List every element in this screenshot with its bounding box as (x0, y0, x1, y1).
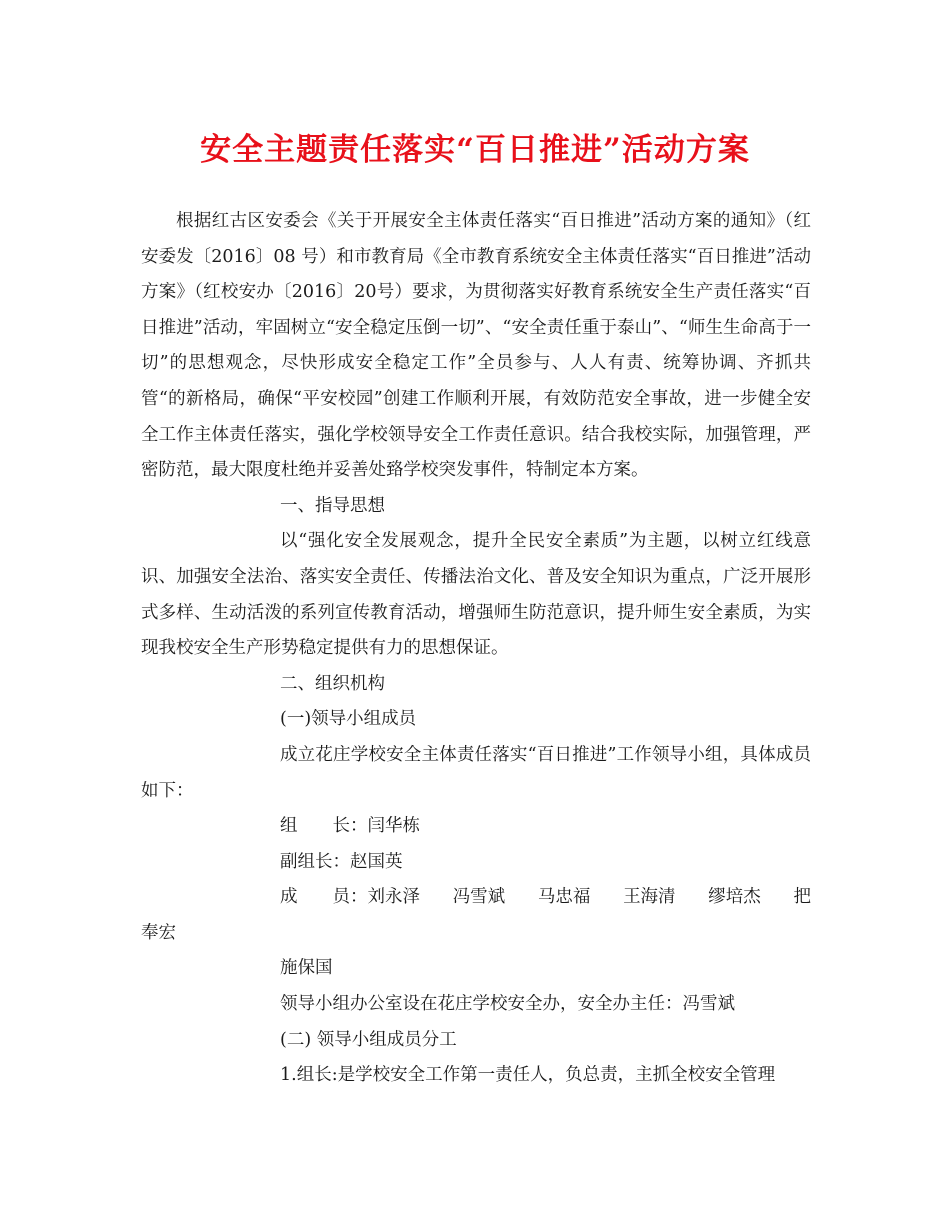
setup-paragraph: 成立花庄学校安全主体责任落实“百日推进”工作领导小组，具体成员如下： (141, 744, 811, 801)
member-name: 冯雪斌 (452, 887, 506, 908)
member-name: 缪培杰 (708, 887, 761, 908)
leader-line: 组 长：闫华栋 (280, 816, 420, 837)
subsection2-heading: (二) 领导小组成员分工 (280, 1029, 457, 1050)
members-label: 成 员：刘永泽 (280, 887, 420, 908)
members-wrap-line: 奉宏 (141, 922, 176, 943)
document-title: 安全主题责任落实“百日推进”活动方案 (200, 132, 750, 168)
subsection1-heading: (一)领导小组成员 (280, 709, 417, 730)
members-last-line: 施保国 (280, 958, 333, 979)
duty1-line: 1.组长:是学校安全工作第一责任人，负总责，主抓全校安全管理 (280, 1065, 776, 1086)
document-body (141, 204, 811, 1094)
intro-paragraph: 根据红古区安委会《关于开展安全主体责任落实“百日推进”活动方案的通知》（红安委发〔2016〕08 号）和市教育局《全市教育系统安全主体责任落实“百日推进”活动方案》（红校安办〔2016〕20号）要求，为贯彻落实好教育系统安全生产责任落实“百日推进”活动，牢固树立“安全稳定压倒一切”、“安全责任重于泰山”、“师生生命高于一切”的思想观念，尽快形成安全稳定工作”全员参与、人人有责、统筹协调、齐抓共管“的新格局，确保“平安校园”创建工作顺利开展，有效防范安全事故，进一步健全安全工作主体责任落实，强化学校领导安全工作责任意识。结合我校实际，加强管理，严密防范，最大限度杜绝并妥善处臵学校突发事件，特制定本方案。 (141, 211, 811, 481)
member-name: 王海清 (623, 887, 676, 908)
member-name: 马忠福 (537, 887, 591, 908)
office-line: 领导小组办公室设在花庄学校安全办，安全办主任：冯雪斌 (280, 994, 735, 1015)
section1-heading: 一、指导思想 (280, 495, 385, 516)
section2-heading: 二、组织机构 (280, 673, 385, 694)
section1-paragraph: 以“强化安全发展观念，提升全民安全素质”为主题，以树立红线意识、加强安全法治、落实安全责任、传播法治文化、普及安全知识为重点，广泛开展形式多样、生动活泼的系列宣传教育活动，增强师生防范意识，提升师生安全素质，为实现我校安全生产形势稳定提供有力的思想保证。 (141, 531, 811, 659)
member-name: 把 (793, 887, 811, 908)
members-line (141, 880, 811, 916)
deputy-line: 副组长：赵国英 (280, 851, 403, 872)
